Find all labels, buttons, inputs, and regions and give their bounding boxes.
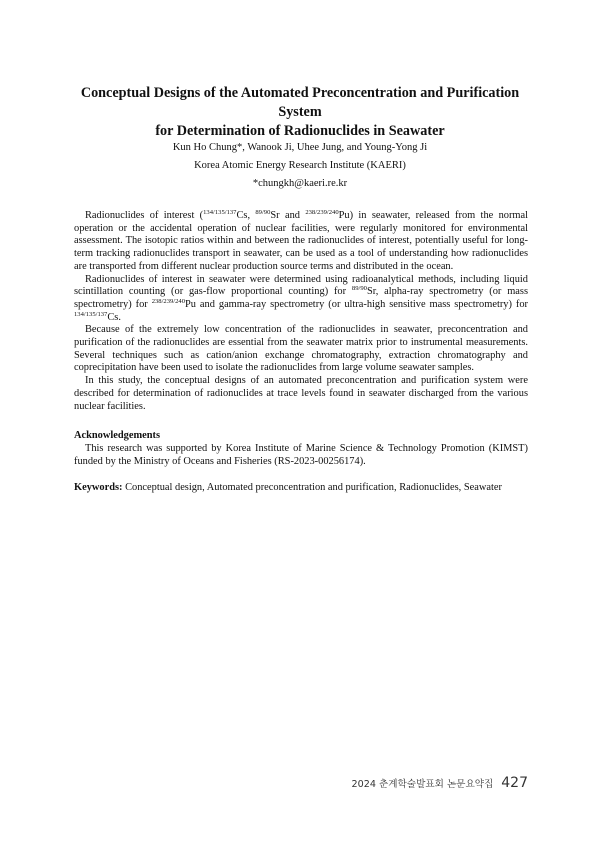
- title-line-1: Conceptual Designs of the Automated Preconcentration and Purification System: [80, 85, 520, 120]
- superscript-cs: 134/135/137: [74, 310, 108, 318]
- paragraph-2: [74, 274, 528, 325]
- page-footer: [352, 775, 528, 791]
- superscript-pu: 238/239/240: [305, 209, 339, 216]
- keywords: [74, 482, 528, 495]
- superscript-sr: 89/90: [255, 209, 271, 216]
- paragraph-1: [74, 210, 528, 274]
- acknowledgements-text: This research was supported by Korea Institute of Marine Science & Technology Promotion (KIMST) funded by the Ministry of Oceans and Fisheries (RS-2023-00256174).: [74, 442, 528, 467]
- acknowledgements-heading: Acknowledgements: [74, 430, 161, 442]
- text-run: Radionuclides of interest in seawater were determined using radioanalytical methods, including liquid scintillation counting (or gas-flow proportional counting) for: [74, 273, 528, 298]
- affiliation: Korea Atomic Energy Research Institute (KAERI): [194, 160, 406, 171]
- text-run: Cs,: [236, 210, 256, 221]
- author-list: Kun Ho Chung*, Wanook Ji, Uhee Jung, and Young-Yong Ji: [172, 142, 428, 153]
- superscript-sr: 89/90: [351, 285, 367, 293]
- text-run: Sr, alpha-ray spectrometry (or mass spectrometry) for: [74, 286, 528, 310]
- text-run: Pu) in seawater, released from the normal operation or the accidental operation of nuclear facilities, were regularly monitored for environmental assessment. The isotopic ratios within and between the radionuclides of interest, potentially useful for long-term tracking radionuclides transport in seawater, can be used as a tool of understanding how radionuclides are transported from different nuclear production source terms and distributed in the ocean.: [74, 210, 529, 272]
- text-run: Pu and gamma-ray spectrometry (or ultra-high sensitive mass spectrometry) for: [185, 298, 528, 310]
- text-run: Radionuclides of interest (: [85, 210, 204, 221]
- text-run: Sr and: [270, 210, 306, 221]
- superscript-cs: 134/135/137: [203, 209, 237, 216]
- paper-title: [60, 84, 540, 141]
- text-run: Cs.: [107, 311, 121, 323]
- proceedings-name: 2024 춘계학술발표회 논문요약집: [351, 779, 494, 790]
- paragraph-4: In this study, the conceptual designs of an automated preconcentration and purification system were described for determination of radionuclides at trace levels found in seawater discharged from the various nuclear facilities.: [74, 375, 528, 412]
- title-line-2: for Determination of Radionuclides in Seawater: [155, 123, 445, 139]
- paragraph-3: Because of the extremely low concentration of the radionuclides in seawater, preconcentration and purification of the radionuclides are essential from the seawater matrix prior to instrumental measurements. Several techniques such as cation/anion exchange chromatography, extraction chromatography and coprecipitation have been used to isolate the radionuclides from large volume seawater samples.: [74, 324, 528, 374]
- abstract-body: [74, 210, 528, 495]
- corresponding-email: *chungkh@kaeri.re.kr: [252, 178, 348, 189]
- page-number: 427: [501, 775, 528, 791]
- keywords-text: Conceptual design, Automated preconcentration and purification, Radionuclides, Seawater: [122, 482, 502, 494]
- keywords-label: Keywords:: [74, 482, 123, 494]
- superscript-pu: 238/239/240: [151, 297, 186, 305]
